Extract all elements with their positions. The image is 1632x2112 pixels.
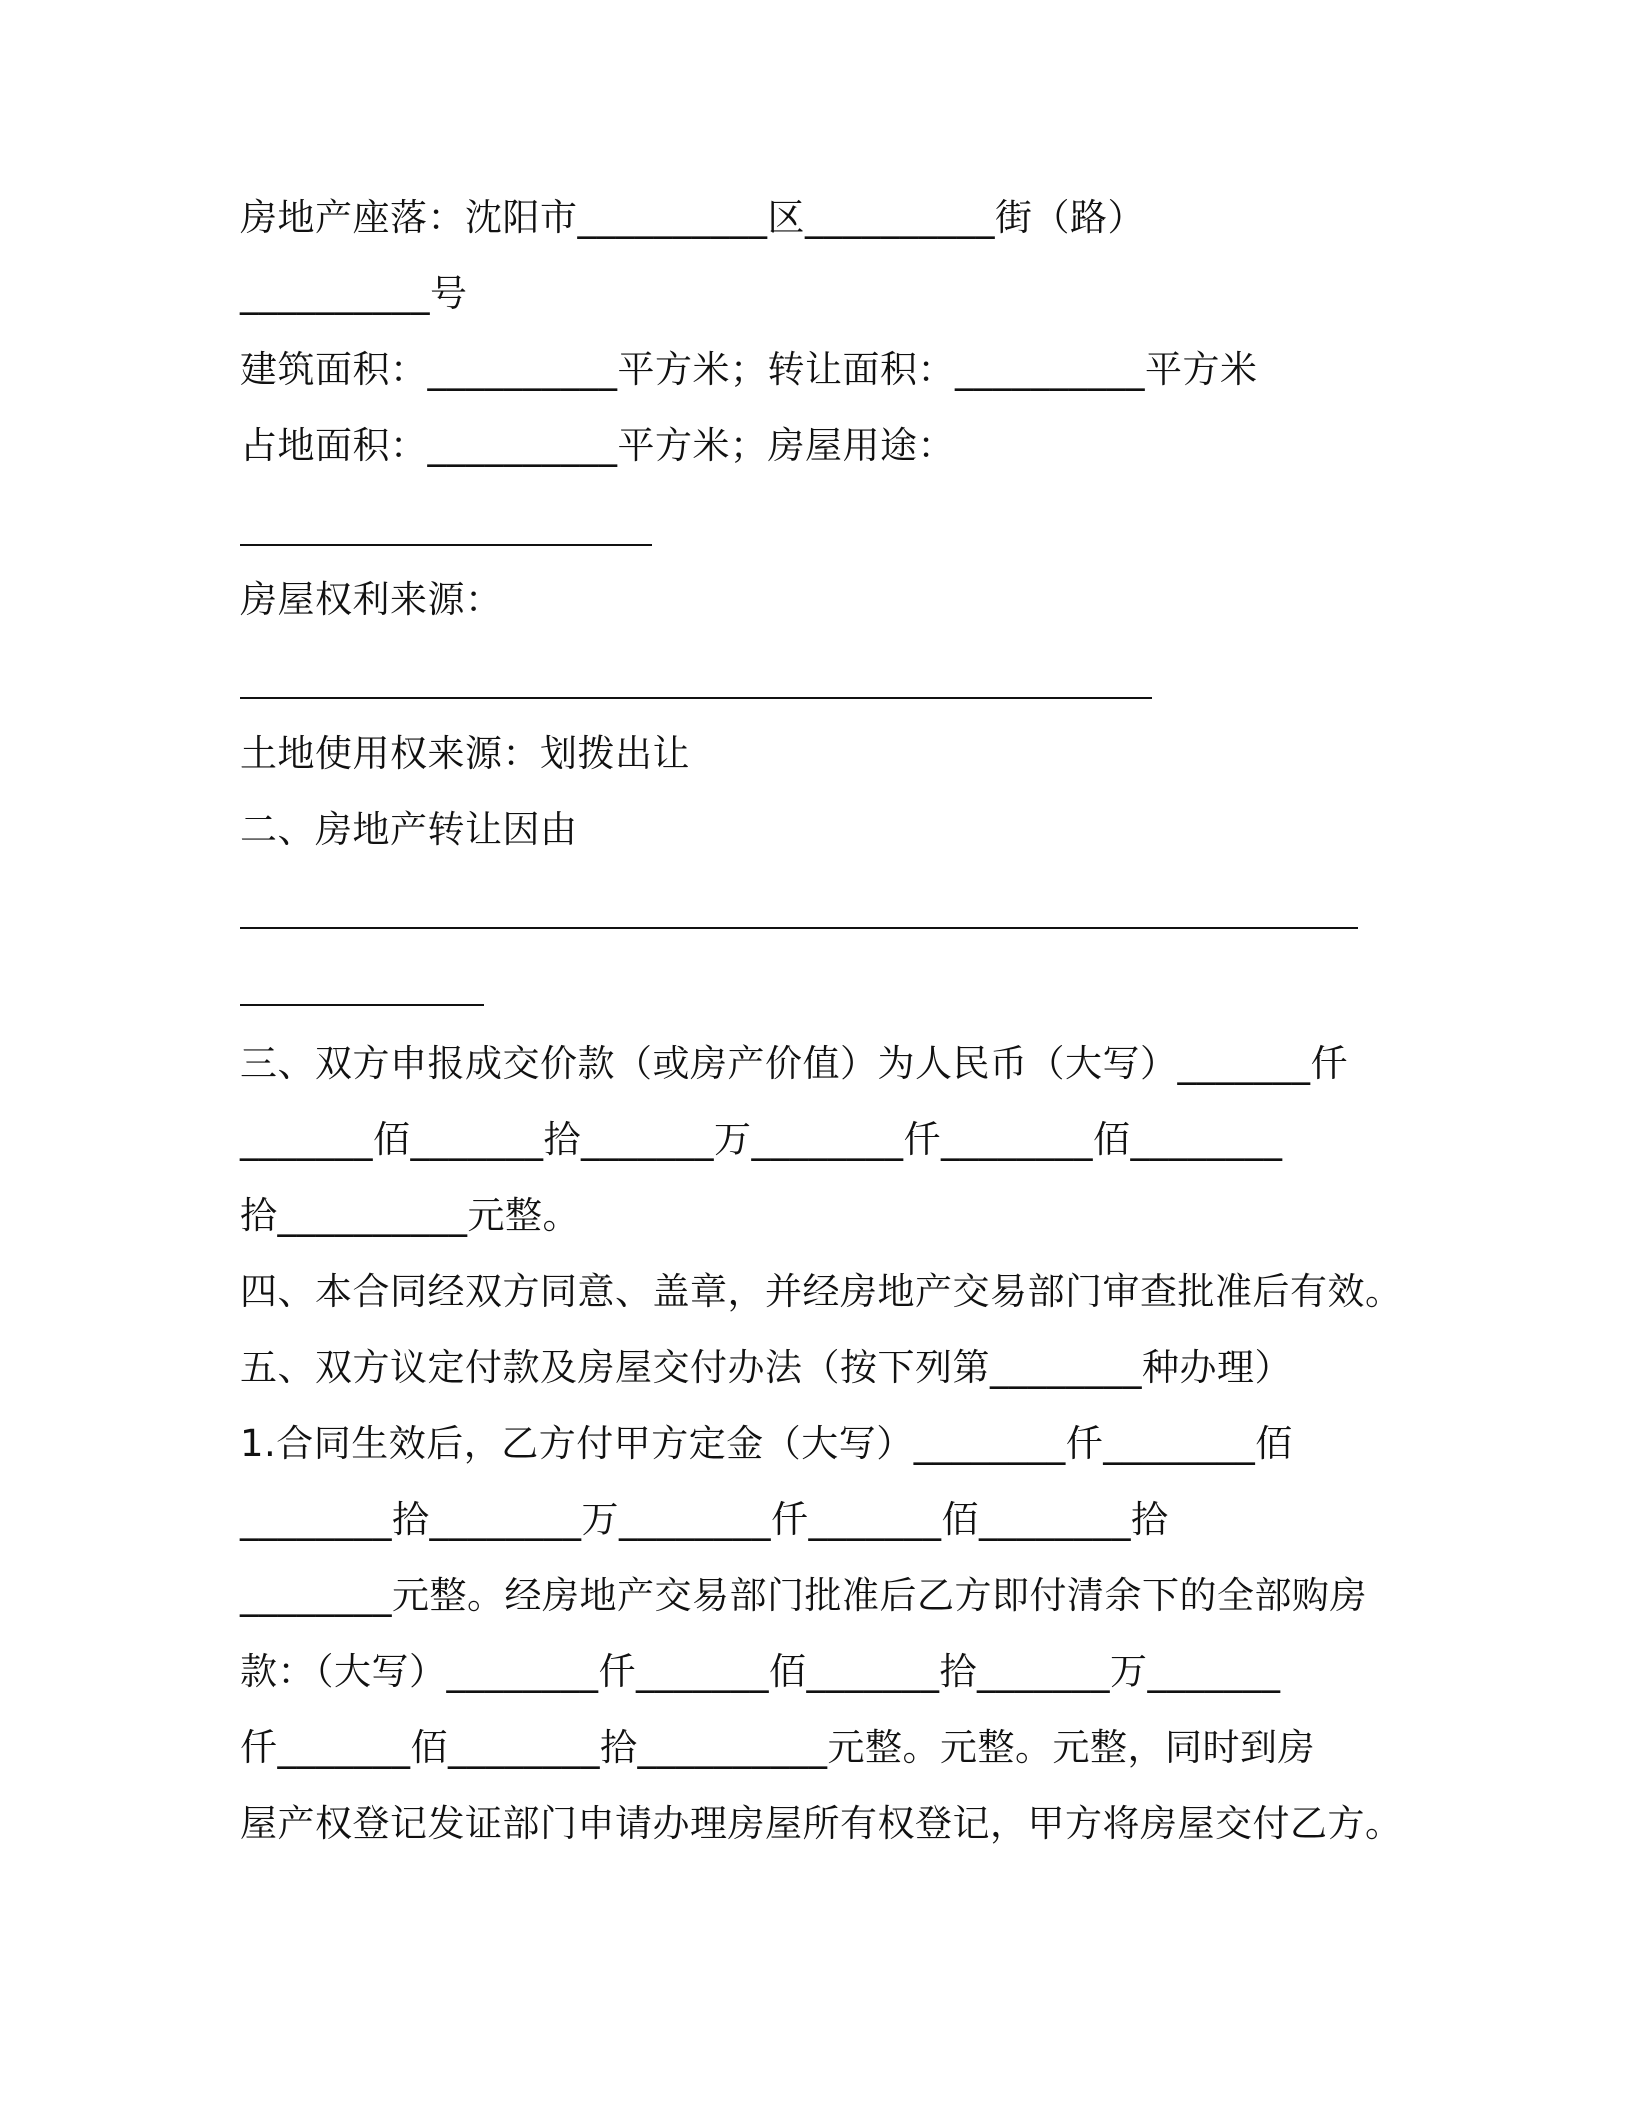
usage-blank-rule [240, 544, 652, 546]
section-two-heading: 二、房地产转让因由 [240, 808, 578, 851]
land-area-usage-line: 占地面积：__________平方米；房屋用途： [240, 424, 955, 467]
section-three-line-1: 三、双方申报成交价款（或房产价值）为人民币（大写）_______仟 [240, 1042, 1348, 1085]
section-five-heading: 五、双方议定付款及房屋交付办法（按下列第________种办理） [240, 1346, 1292, 1389]
item-one-line-5: 仟_______佰________拾__________元整。元整。元整，同时到房 [240, 1726, 1315, 1769]
land-use-source-line: 土地使用权来源：划拨出让 [240, 732, 690, 775]
property-location-line: 房地产座落：沈阳市__________区__________街（路） [240, 196, 1145, 239]
transfer-reason-rule-1 [240, 927, 1358, 929]
item-one-line-6: 屋产权登记发证部门申请办理房屋所有权登记，甲方将房屋交付乙方。 [240, 1802, 1403, 1845]
section-three-line-3: 拾__________元整。 [240, 1194, 580, 1237]
item-one-line-4: 款：（大写）________仟_______佰_______拾_______万_______ [240, 1650, 1281, 1693]
section-four-line: 四、本合同经双方同意、盖章，并经房地产交易部门审查批准后有效。 [240, 1270, 1403, 1313]
rights-source-line: 房屋权利来源： [240, 578, 503, 621]
item-one-line-3: ________元整。经房地产交易部门批准后乙方即付清余下的全部购房 [240, 1574, 1367, 1617]
area-line: 建筑面积：__________平方米；转让面积：__________平方米 [240, 348, 1258, 391]
property-number-line: __________号 [240, 272, 468, 315]
item-one-line-1: 1.合同生效后，乙方付甲方定金（大写）________仟________佰 [240, 1422, 1293, 1465]
section-three-line-2: _______佰_______拾_______万________仟________佰________ [240, 1118, 1283, 1161]
transfer-reason-rule-2 [240, 1004, 484, 1006]
rights-source-blank-rule [240, 697, 1152, 699]
item-one-line-2: ________拾________万________仟_______佰________拾 [240, 1498, 1169, 1541]
